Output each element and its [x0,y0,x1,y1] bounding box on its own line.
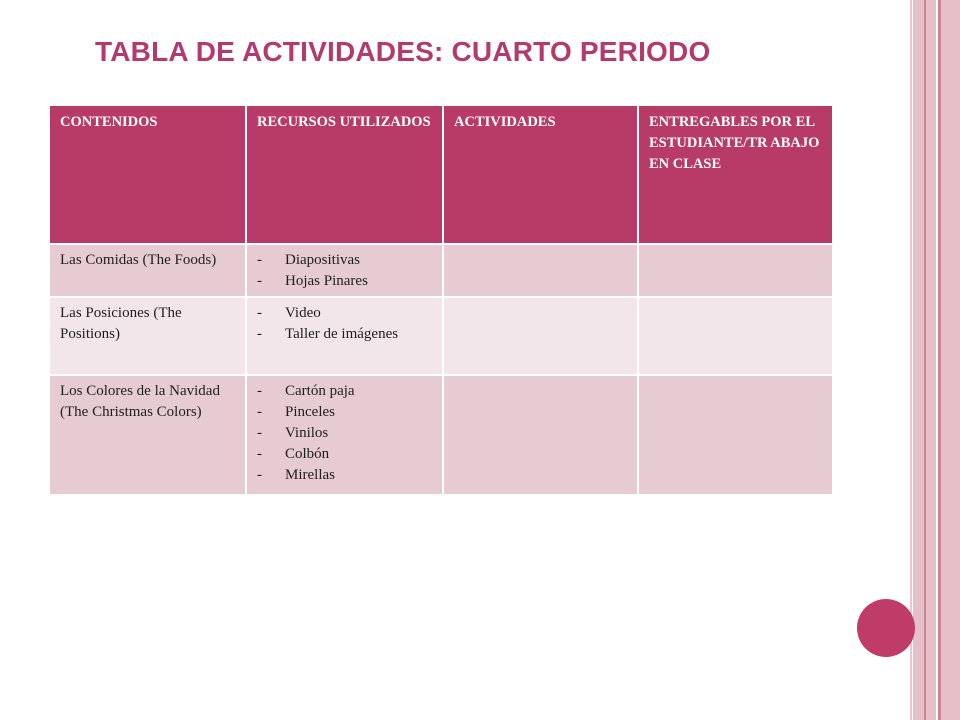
table-row [49,297,833,375]
stripe [941,0,960,720]
cell-contenido: Los Colores de la Navidad (The Christmas Colors) [49,375,246,495]
cell-actividades [443,375,638,495]
list-item: - Diapositivas [257,250,432,271]
resource-list [257,250,432,292]
decorative-side-stripes [910,0,960,720]
list-item: - Taller de imágenes [257,324,432,345]
resource-list [257,303,432,345]
table-row [49,244,833,297]
header-actividades: ACTIVIDADES [443,105,638,244]
cell-entregables [638,297,833,375]
list-item: - Colbón [257,444,432,465]
resource-list [257,381,432,486]
page-title: TABLA DE ACTIVIDADES: CUARTO PERIODO [95,36,711,67]
header-contenidos: CONTENIDOS [49,105,246,244]
list-item: - Vinilos [257,423,432,444]
cell-actividades [443,297,638,375]
header-entregables: ENTREGABLES POR EL ESTUDIANTE/TR ABAJO EN CLASE [638,105,833,244]
list-item: - Mirellas [257,465,432,486]
table-row [49,375,833,495]
header-recursos: RECURSOS UTILIZADOS [246,105,443,244]
cell-recursos [246,297,443,375]
list-item: - Cartón paja [257,381,432,402]
decorative-circle [857,599,915,657]
list-item: - Video [257,303,432,324]
cell-contenido: Las Posiciones (The Positions) [49,297,246,375]
stripe [926,0,936,720]
list-item: - Hojas Pinares [257,271,432,292]
activities-table [48,104,834,496]
cell-recursos [246,244,443,297]
cell-recursos [246,375,443,495]
cell-entregables [638,375,833,495]
cell-contenido: Las Comidas (The Foods) [49,244,246,297]
stripe [913,0,924,720]
list-item: - Pinceles [257,402,432,423]
cell-entregables [638,244,833,297]
table-header-row [49,105,833,244]
cell-actividades [443,244,638,297]
